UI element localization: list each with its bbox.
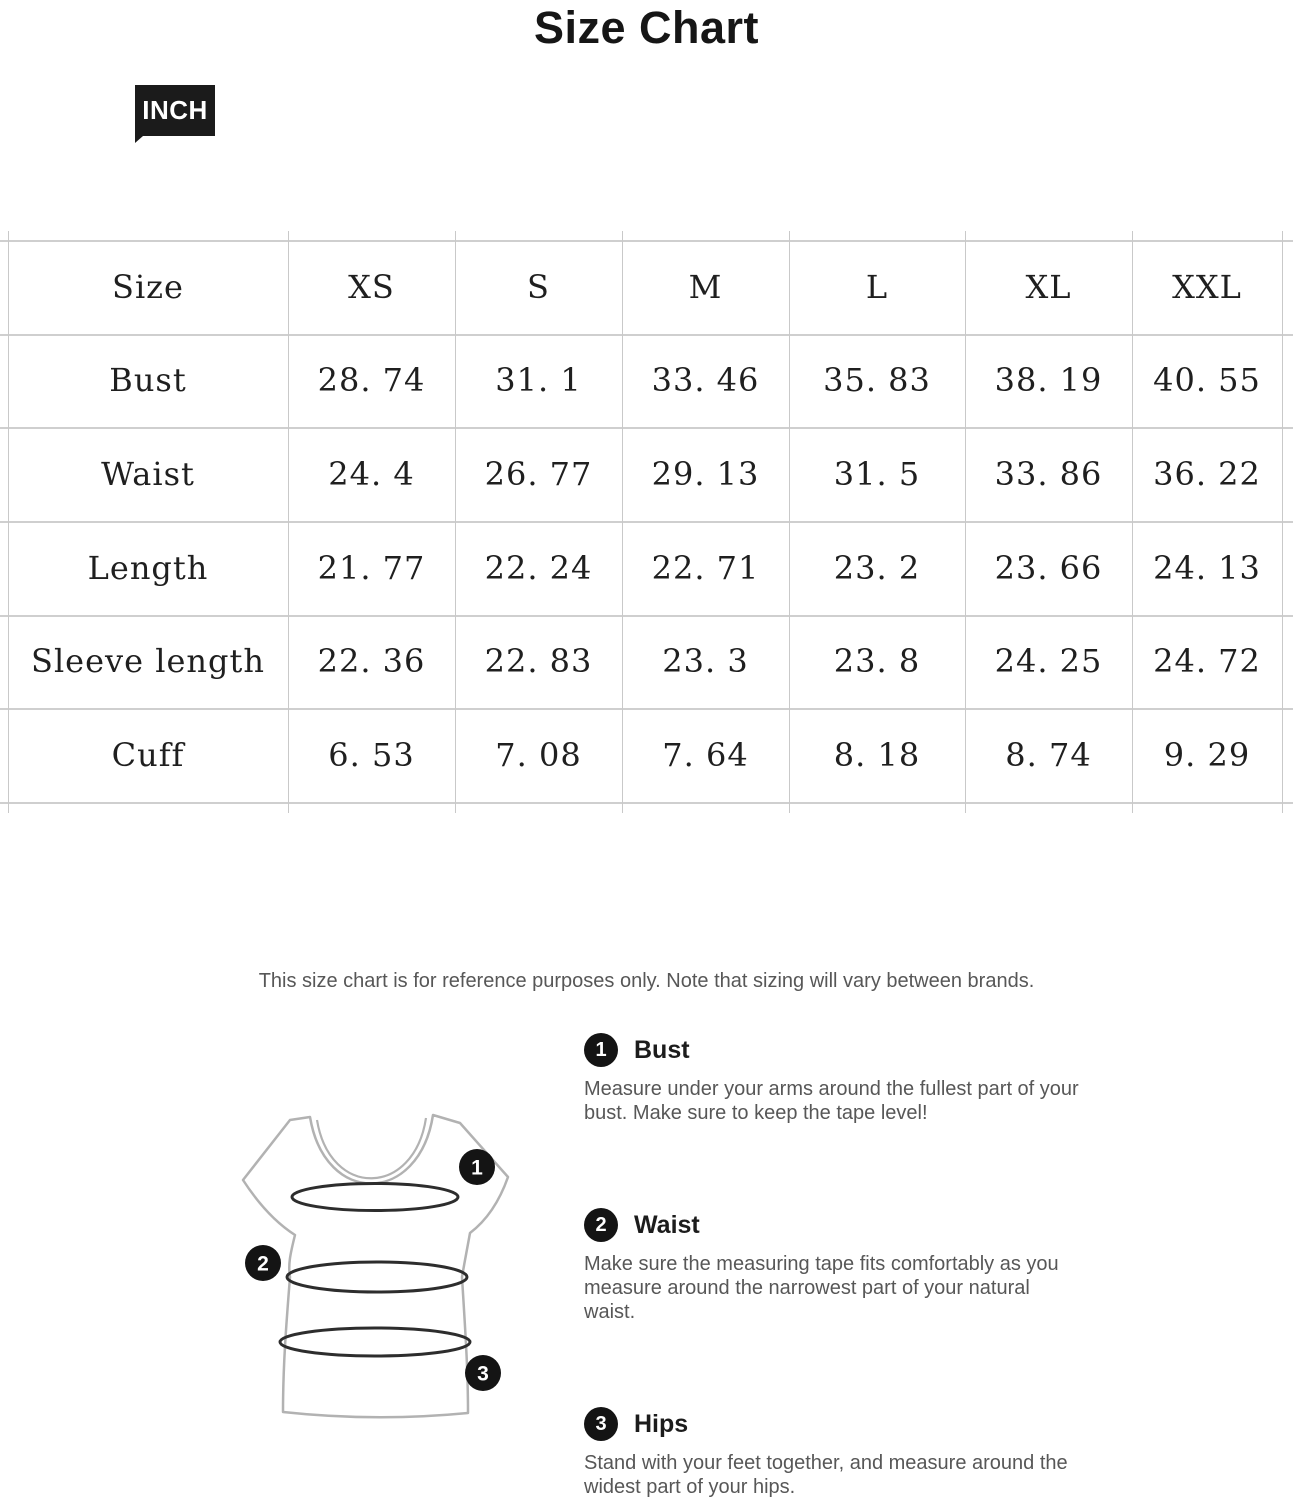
- guide-description: [584, 1077, 1129, 1125]
- table-row-label: Sleeve length: [31, 642, 265, 681]
- badge-1: 1: [584, 1033, 618, 1067]
- table-cell: 7. 08: [495, 736, 582, 775]
- badge-2: 2: [584, 1208, 618, 1242]
- table-cell: 7. 64: [662, 736, 749, 775]
- table-cell: 9. 29: [1163, 736, 1251, 775]
- table-header-cell: XS: [348, 267, 395, 306]
- svg-text:1: 1: [471, 1156, 483, 1180]
- description-line: measure around the narrowest part of your natural: [584, 1277, 1030, 1299]
- table-cell: 29. 13: [651, 455, 760, 494]
- table-header-cell: S: [527, 267, 550, 306]
- table-cell: 31. 5: [833, 455, 921, 494]
- table-rule: [0, 802, 1293, 804]
- table-cell: 40. 55: [1153, 361, 1261, 400]
- guide-section-hips: [584, 1407, 1129, 1499]
- guide-description: [584, 1451, 1129, 1499]
- table-cell: 24. 13: [1153, 548, 1261, 587]
- table-cell: 35. 83: [823, 361, 931, 400]
- table-cell: 24. 72: [1153, 642, 1261, 681]
- table-cell: 23. 2: [833, 548, 921, 587]
- illustration-badge-3: [465, 1355, 501, 1391]
- guide-label-bust: Bust: [634, 1035, 690, 1064]
- size-table-grid: [8, 240, 1282, 802]
- guide-heading: [584, 1208, 1129, 1242]
- illustration-badge-2: [245, 1245, 281, 1281]
- guide-description: [584, 1252, 1129, 1324]
- table-cell: 26. 77: [484, 455, 593, 494]
- table-cell: 21. 77: [317, 548, 426, 587]
- guide-section-bust: [584, 1033, 1129, 1125]
- table-row-label: Cuff: [111, 736, 185, 775]
- table-row-label: Waist: [101, 455, 195, 494]
- description-line: Make sure the measuring tape fits comfortably as you: [584, 1253, 1059, 1275]
- guide-label-hips: Hips: [634, 1409, 689, 1438]
- unit-tag: INCH: [135, 85, 215, 136]
- svg-text:3: 3: [477, 1362, 489, 1386]
- table-header-cell: L: [865, 267, 889, 306]
- svg-text:2: 2: [257, 1252, 269, 1276]
- table-header-cell: XXL: [1172, 267, 1242, 306]
- table-cell: 24. 4: [328, 455, 415, 494]
- table-cell: 22. 83: [484, 642, 593, 681]
- guide-label-waist: Waist: [634, 1210, 700, 1239]
- table-header-cell: XL: [1025, 267, 1072, 306]
- table-cell: 28. 74: [317, 361, 426, 400]
- table-cell: 38. 19: [994, 361, 1103, 400]
- description-line: bust. Make sure to keep the tape level!: [584, 1102, 928, 1124]
- table-cell: 23. 66: [994, 548, 1103, 587]
- table-cell: 22. 24: [484, 548, 593, 587]
- tshirt-measurement-illustration: [237, 1105, 517, 1425]
- table-cell: 31. 1: [495, 361, 582, 400]
- table-cell: 22. 36: [317, 642, 426, 681]
- table-cell: 6. 53: [328, 736, 415, 775]
- disclaimer-text: This size chart is for reference purposes only. Note that sizing will vary between brands.: [258, 970, 1035, 992]
- illustration-badge-1: [459, 1149, 495, 1185]
- table-row-label: Length: [87, 548, 209, 587]
- table-header-cell: M: [688, 267, 723, 306]
- table-cell: 33. 46: [651, 361, 760, 400]
- page-title: Size Chart: [533, 2, 760, 53]
- guide-heading: [584, 1033, 1129, 1067]
- badge-3: 3: [584, 1407, 618, 1441]
- guide-heading: [584, 1407, 1129, 1441]
- description-line: widest part of your hips.: [584, 1476, 796, 1498]
- table-header-cell: Size: [112, 267, 184, 306]
- guide-section-waist: [584, 1208, 1129, 1324]
- table-row-label: Bust: [109, 361, 187, 400]
- description-line: Stand with your feet together, and measure around the: [584, 1452, 1068, 1474]
- table-cell: 8. 74: [1005, 736, 1092, 775]
- table-cell: 24. 25: [994, 642, 1103, 681]
- table-rule: [1282, 231, 1283, 813]
- table-cell: 36. 22: [1153, 455, 1261, 494]
- table-cell: 33. 86: [994, 455, 1103, 494]
- table-cell: 8. 18: [833, 736, 921, 775]
- table-cell: 22. 71: [651, 548, 760, 587]
- description-line: Measure under your arms around the fullest part of your: [584, 1078, 1079, 1100]
- description-line: waist.: [584, 1301, 636, 1323]
- table-cell: 23. 8: [833, 642, 921, 681]
- table-cell: 23. 3: [662, 642, 749, 681]
